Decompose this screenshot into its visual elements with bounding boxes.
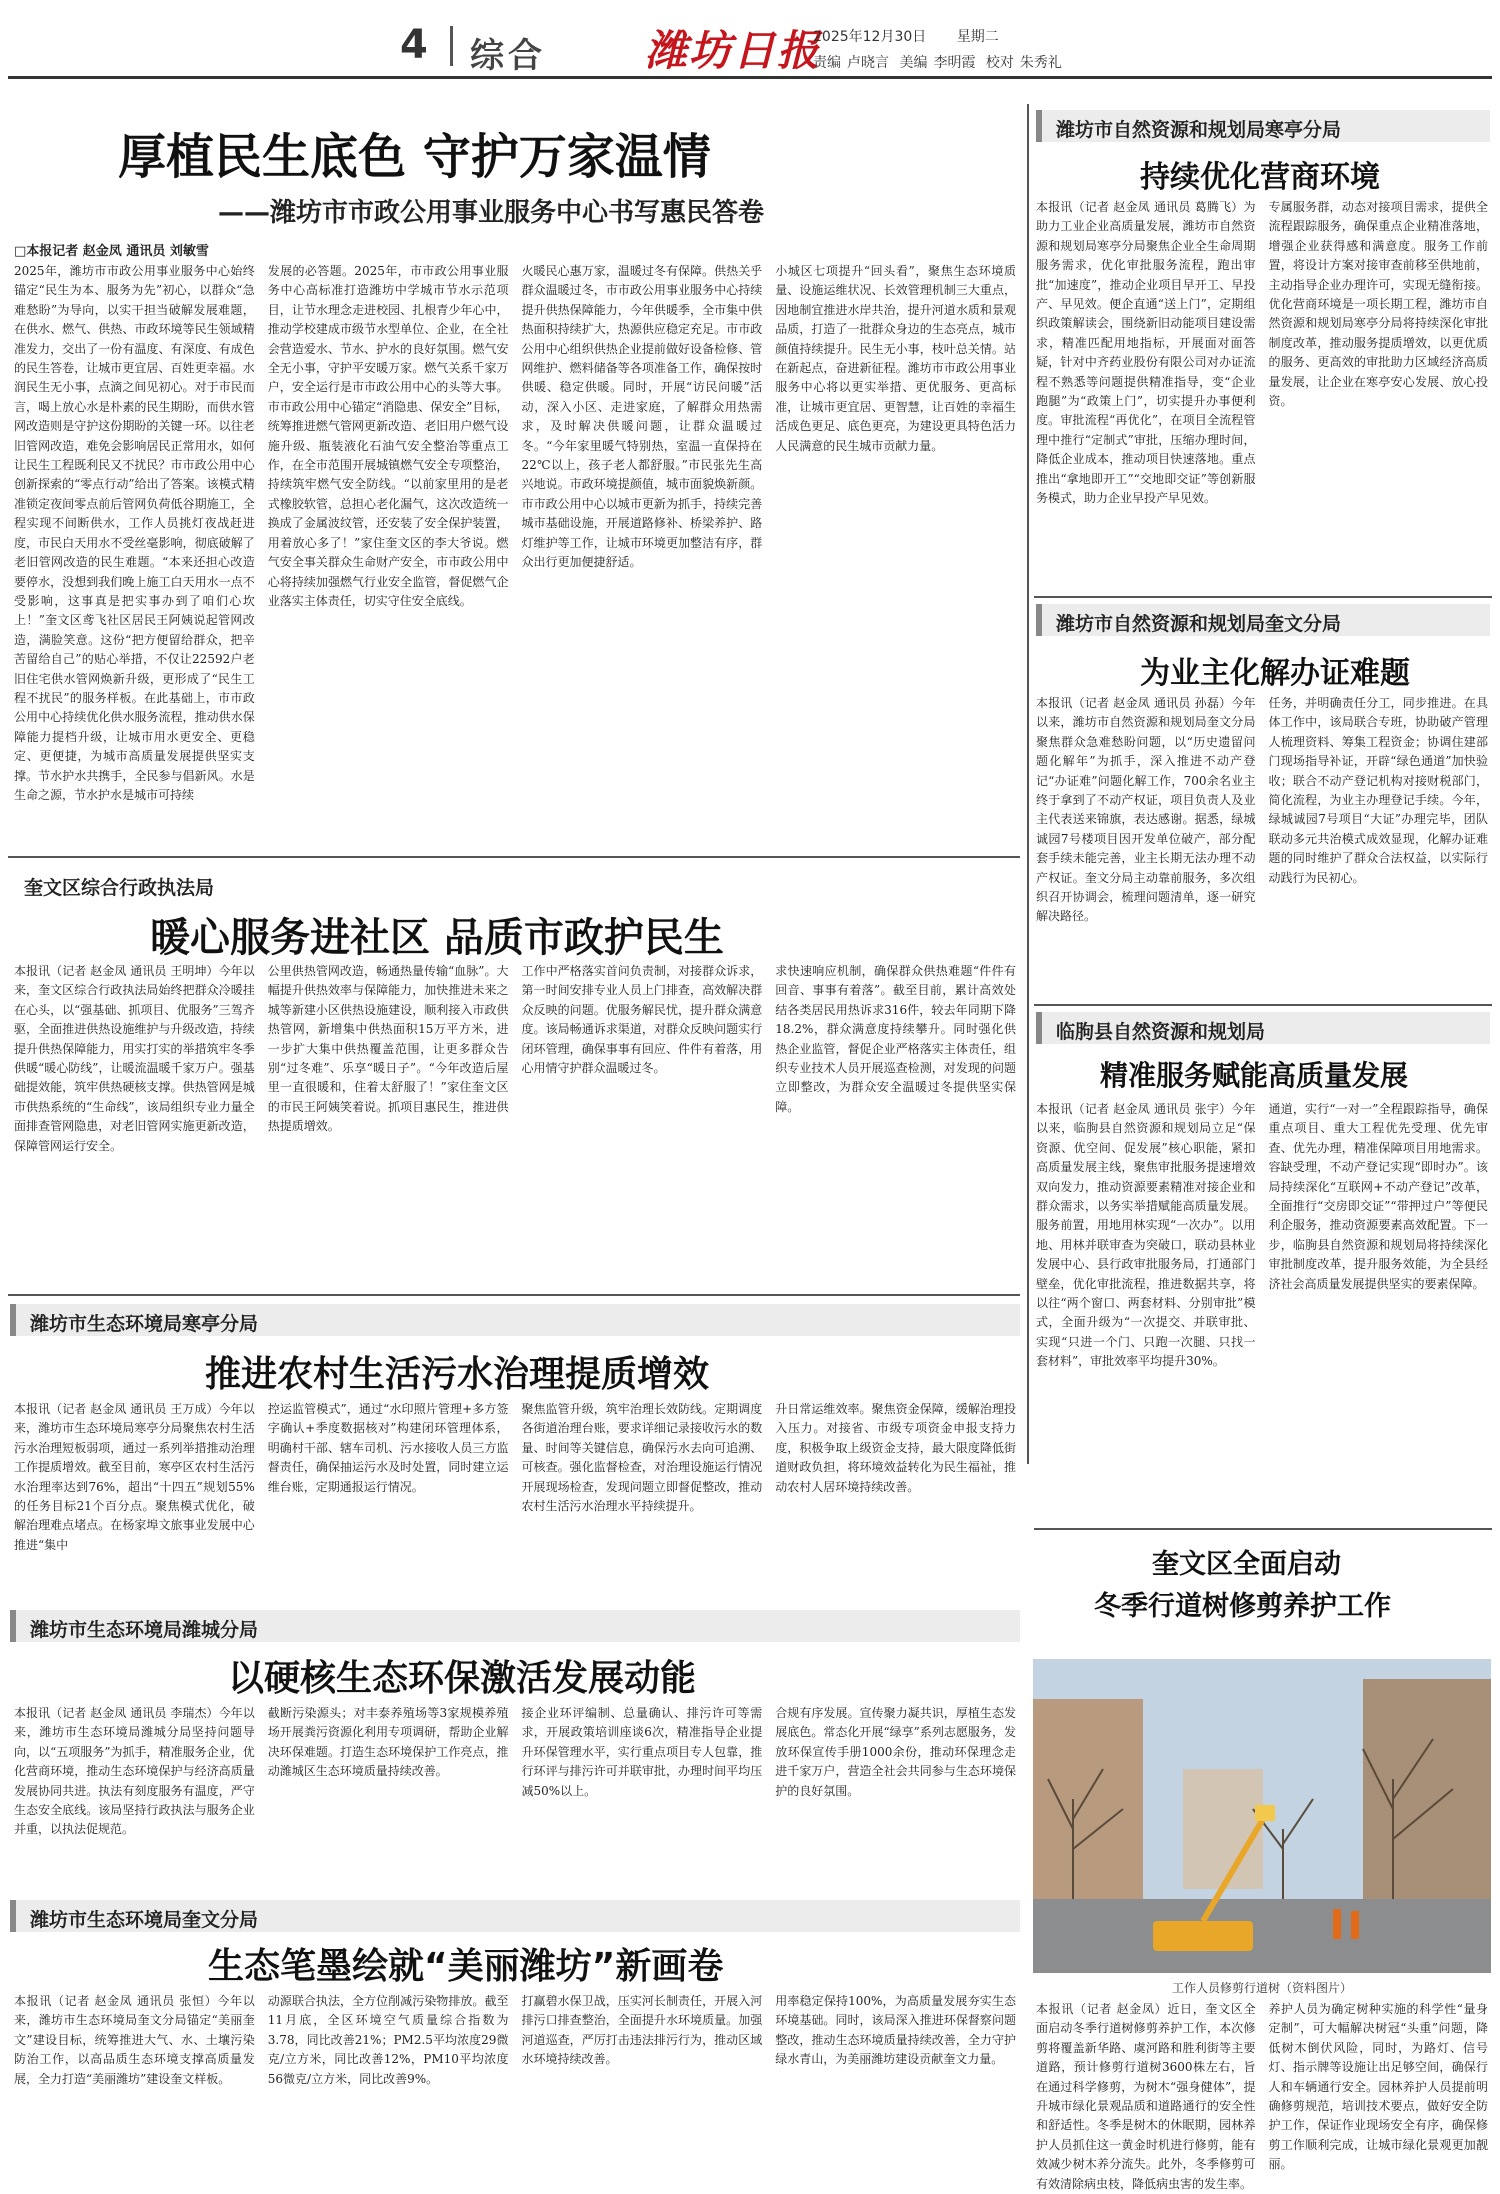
c1-body bbox=[14, 962, 1016, 1284]
a1-subtitle: ——潍坊市市政公用事业服务中心书写惠民答卷 bbox=[218, 198, 765, 228]
proofer-label: 校对 bbox=[985, 55, 1014, 71]
b2-title: 为业主化解办证难题 bbox=[1140, 656, 1410, 691]
c1-col-3: 工作中严格落实首问负责制，对接群众诉求，第一时间安排专业人员上门排查，高效解决群众反映的问题。优服务解民忧，提升群众满意度。该局畅通诉求渠道，对群众反映问题实行闭环管理，确保事事有回应、件件有着落，用心用情守护群众温暖过冬。 bbox=[521, 964, 763, 1076]
b3-body bbox=[1036, 1100, 1488, 1518]
c4-col-2: 动源联合执法，全方位削减污染物排放。截至11月底，全区环境空气质量综合指数为3.78，同比改善21%；PM2.5平均浓度29微克/立方米，同比改善12%，PM10平均浓度56微克/立方米，同比改善9%。 bbox=[267, 1994, 509, 2086]
masthead-rule bbox=[8, 76, 1492, 79]
separator bbox=[1034, 1004, 1492, 1006]
a1-title: 厚植民生底色 守护万家温情 bbox=[118, 129, 711, 185]
masthead bbox=[0, 0, 1500, 78]
b1-body bbox=[1036, 198, 1488, 588]
b1-title: 持续优化营商环境 bbox=[1140, 160, 1380, 195]
c2-col-2: 控运监管模式”，通过“水印照片管理+多方签字确认+季度数据核对”构建闭环管理体系，明确村干部、辖车司机、污水接收人员三方监督责任，确保抽运污水及时处置，同时建立运维台账，定期通报运行情况。 bbox=[267, 1402, 509, 1494]
b4-title: 奎文区全面启动 bbox=[1152, 1549, 1341, 1580]
c2-col-1: 本报讯（记者 赵金凤 通讯员 王万成）今年以来，潍坊市生态环境局寒亭分局聚焦农村生活污水治理短板弱项，通过一系列举措推动治理工作提质增效。截至目前，寒亭区农村生活污水治理率达到76%，超出“十四五”规划55%的任务目标21个百分点。聚焦模式优化，破解治理难点堵点。在杨家埠文旅事业发展中心推进“集中 bbox=[14, 1402, 255, 1552]
b3-col-2: 通道，实行“一对一”全程跟踪指导，确保重点项目、重大工程优先受理、优先审查、优先办理，精准保障项目用地需求。容缺受理，不动产登记实现“即时办”。该局持续深化“互联网+不动产登记”改革，全面推行“交房即交证”“带押过户”等便民利企服务，推动资源要素高效配置。下一步，临朐县自然资源和规划局将持续深化审批制度改革，提升服务效能，为全县经济社会高质量发展提供坚实的要素保障。 bbox=[1268, 1102, 1488, 1291]
c4-body bbox=[14, 1992, 1016, 2182]
tree-pruning-illustration bbox=[1033, 1659, 1491, 1973]
b1-tag: 潍坊市自然资源和规划局寒亭分局 bbox=[1036, 110, 1490, 142]
a1-body bbox=[14, 262, 1016, 846]
editor-name: 卢晓言 bbox=[847, 55, 889, 71]
c3-body bbox=[14, 1704, 1016, 1890]
c4-title: 生态笔墨绘就“美丽潍坊”新画卷 bbox=[208, 1946, 724, 1987]
c2-title: 推进农村生活污水治理提质增效 bbox=[205, 1354, 710, 1395]
b2-tag: 潍坊市自然资源和规划局奎文分局 bbox=[1036, 604, 1490, 636]
tree-pruning-photo bbox=[1033, 1659, 1491, 1973]
newspaper-logo: 潍坊日报 bbox=[645, 26, 822, 75]
a1-col-4: 小城区七项提升“回头看”，聚焦生态环境质量、设施运维状况、长效管理机制三大重点，因地制宜推进水岸共治，提升河道水质和景观品质，打造了一批群众身边的生态亮点，城市颜值持续提升。民生无小事，枝叶总关情。站在新起点，奋进新征程。潍坊市市政公用事业服务中心将以更实举措、更优服务、更高标准，让城市更宜居、更智慧，让百姓的幸福生活成色更足、底色更亮，为建设更具特色活力人民满意的民生城市贡献力量。 bbox=[775, 264, 1016, 453]
designer-name: 李明霞 bbox=[933, 55, 976, 71]
date-line bbox=[813, 26, 1025, 46]
issue-weekday: 星期二 bbox=[956, 29, 999, 45]
b4-col-1: 本报讯（记者 赵金凤）近日，奎文区全面启动冬季行道树修剪养护工作，本次修剪将覆盖新华路、虞河路和胜利街等主要道路，预计修剪行道树3600株左右，旨在通过科学修剪，为树木“强身健体”，提升城市绿化景观品质和道路通行的安全性和舒适性。冬季是树木的休眠期，园林养护人员抓住这一黄金时机进行修剪，能有效减少树木养分流失。此外，冬季修剪可有效清除病虫枝，降低病虫害的发生率。 bbox=[1036, 2002, 1256, 2191]
c3-col-4: 合规有序发展。宣传聚力凝共识，厚植生态发展底色。常态化开展“绿享”系列志愿服务，发放环保宣传手册1000余份，推动环保理念走进千家万户，营造全社会共同参与生态环境保护的良好氛围。 bbox=[775, 1706, 1016, 1798]
c1-col-2: 公里供热管网改造，畅通热量传输“血脉”。大幅提升供热效率与保障能力，加快推进未来之城等新建小区供热设施建设，顺利接入市政供热管网，新增集中供热面积15万平方米，进一步扩大集中供热覆盖范围，让更多群众告别“过冬难”、乐享“暖日子”。“今年改造后屋里一直很暖和，住着太舒服了！”家住奎文区的市民王阿姨笑着说。抓项目惠民生，推进供热提质增效。 bbox=[267, 964, 509, 1134]
b3-title: 精准服务赋能高质量发展 bbox=[1100, 1059, 1409, 1092]
c3-title: 以硬核生态环保激活发展动能 bbox=[228, 1658, 697, 1699]
c3-col-1: 本报讯（记者 赵金凤 通讯员 李瑞杰）今年以来，潍坊市生态环境局潍城分局坚持问题导向，以“五项服务”为抓手，精准服务企业，优化营商环境，推动生态环境保护与经济高质量发展协同共进。执法有刻度服务有温度，严守生态安全底线。该局坚持行政执法与服务企业并重，以执法促规范。 bbox=[14, 1706, 255, 1837]
separator bbox=[8, 1294, 1020, 1296]
b2-col-2: 任务，并明确责任分工，同步推进。在具体工作中，该局联合专班，协助破产管理人梳理资料、筹集工程资金；协调住建部门现场指导补证，开辟“绿色通道”加快验收；联合不动产登记机构对接财税部门，简化流程，为业主办理登记手续。今年，绿城诚园7号项目“大证”办理完毕，团队联动多元共治模式成效显现，化解办证难题的同时维护了群众合法权益，以实际行动践行为民初心。 bbox=[1268, 696, 1488, 885]
b4-body bbox=[1036, 2000, 1488, 2191]
a1-col-1: 2025年，潍坊市市政公用事业服务中心始终锚定“民生为本、服务为先”初心，以群众“急难愁盼”为导向，以实干担当破解发展难题，在供水、燃气、供热、市政环境等民生领域精准发力，交出了一份有温度、有深度、有成色的民生答卷，让城市更宜居、百姓更幸福。水润民生无小事，点滴之间见初心。对于市民而言，喝上放心水是朴素的民生期盼，而供水管网改造则是守护这份期盼的关键一环。以往老旧管网改造，难免会影响居民正常用水，如何让民生工程既利民又不扰民？市市政公用中心创新探索的“零点行动”给出了答案。该模式精准锁定夜间零点前后管网负荷低谷期施工，全程实现不间断供水，工作人员挑灯夜战赶进度，市民白天用水不受丝毫影响，彻底破解了老旧管网改造的民生难题。“本来还担心改造要停水，没想到我们晚上施工白天用水一点不受影响，这事真是把实事办到了咱们心坎上！”奎文区鸢飞社区居民王阿姨说起管网改造，满脸笑意。这份“把方便留给群众，把辛苦留给自己”的贴心举措，不仅让22592户老旧住宅供水管网焕新升级，更形成了“民生工程不扰民”的服务样板。在此基础上，市市政公用中心持续优化供水服务流程，推动供水保障能力提档升级，让城市用水更安全、更稳定、更便捷，为城市高质量发展提供坚实支撑。节水护水共携手，全民参与倡新风。水是生命之源，节水护水是城市可持续 bbox=[14, 264, 255, 802]
editor-label: 责编 bbox=[813, 55, 841, 71]
b3-col-1: 本报讯（记者 赵金凤 通讯员 张宇）今年以来，临朐县自然资源和规划局立足“保资源、优空间、促发展”核心职能，紧扣高质量发展主线，聚焦审批服务提速增效双向发力，推动资源要素精准对接企业和群众需求，以务实举措赋能高质量发展。服务前置，用地用林实现“一次办”。以用地、用林并联审查为突破口，联动县林业发展中心、县行政审批服务局，打通部门壁垒，优化审批流程，推进数据共享，将以往“两个窗口、两套材料、分别审批”模式，全面升级为“一次提交、并联审批、实现“只进一个门、只跑一次腿、只找一套材料”，审批效率平均提升30%。 bbox=[1036, 1102, 1256, 1369]
c2-body bbox=[14, 1400, 1016, 1600]
c3-col-2: 截断污染源头；对丰泰养殖场等3家规模养殖场开展粪污资源化利用专项调研，帮助企业解决环保难题。打造生态环境保护工作亮点，推动潍城区生态环境质量持续改善。 bbox=[267, 1706, 509, 1779]
c4-col-1: 本报讯（记者 赵金凤 通讯员 张恒）今年以来，潍坊市生态环境局奎文分局锚定“美丽奎文”建设目标，统筹推进大气、水、土壤污染防治工作，以高品质生态环境支撑高质量发展，全力打造“美丽潍坊”建设奎文样板。 bbox=[14, 1994, 255, 2086]
c2-tag: 潍坊市生态环境局寒亭分局 bbox=[10, 1304, 1020, 1336]
c1-col-4: 求快速响应机制，确保群众供热难题“件件有回音、事事有着落”。截至目前，累计高效处结各类居民用热诉求316件，较去年同期下降18.2%，群众满意度持续攀升。同时强化供热企业监管，督促企业严格落实主体责任，组织专业技术人员开展巡查检测，对发现的问题立即整改，为群众安全温暖过冬提供坚实保障。 bbox=[775, 964, 1016, 1114]
separator bbox=[8, 856, 1020, 858]
c2-col-4: 升日常运维效率。聚焦资金保障，缓解治理投入压力。对接省、市级专项资金申报支持力度，积极争取上级资金支持，最大限度降低街道财政负担，将环境效益转化为民生福祉，推动农村人居环境持续改善。 bbox=[775, 1402, 1016, 1494]
c4-tag: 潍坊市生态环境局奎文分局 bbox=[10, 1900, 1020, 1932]
staff-line bbox=[813, 52, 1068, 72]
b1-col-1: 本报讯（记者 赵金凤 通讯员 葛腾飞）为助力工业企业高质量发展，潍坊市自然资源和规划局寒亭分局聚焦企业全生命周期服务需求，优化审批服务流程，跑出审批“加速度”，推动企业项目早开工、早投产、早见效。便企直通“送上门”，定期组织政策解读会，围绕新旧动能项目建设需求，精准匹配用地指标，开展面对面答疑，针对中齐药业股份有限公司对办证流程不熟悉等问题提供精准指导，变“企业跑腿”为“政策上门”，切实提升办事便利度。审批流程“再优化”，在项目全流程管理中推行“定制式”审批，压缩办理时间，降低企业成本，推动项目快速落地。重点推出“拿地即开工”“交地即交证”等创新服务模式，助力企业早投产早见效。 bbox=[1036, 200, 1256, 506]
b2-col-1: 本报讯（记者 赵金凤 通讯员 孙磊）今年以来，潍坊市自然资源和规划局奎文分局聚焦群众急难愁盼问题，以“历史遗留问题化解年”为抓手，深入推进不动产登记“办证难”问题化解工作，700余名业主终于拿到了不动产权证，项目负责人及业主代表送来锦旗，表达感谢。据悉，绿城诚园7号楼项目因开发单位破产，部分配套手续未能完善，业主长期无法办理不动产权证。奎文分局主动靠前服务，多次组织召开协调会，梳理问题清单，逐一研究解决路径。 bbox=[1036, 696, 1256, 924]
b2-body bbox=[1036, 694, 1488, 994]
b1-col-2: 专属服务群，动态对接项目需求，提供全流程跟踪服务，确保重点企业精准落地，增强企业获得感和满意度。服务工作前置，将设计方案对接审查前移至供地前，主动指导企业办理许可，实现无缝衔接。优化营商环境是一项长期工程，潍坊市自然资源和规划局寒亭分局将持续深化审批制度改革，推动服务提质增效，以更优质的服务、更高效的审批助力区域经济高质量发展，让企业在寒亭安心发展、放心投资。 bbox=[1268, 200, 1488, 409]
designer-label: 美编 bbox=[899, 55, 928, 71]
c1-title: 暖心服务进社区 品质市政护民生 bbox=[150, 915, 724, 961]
column-separator bbox=[1027, 104, 1029, 1464]
separator bbox=[1034, 596, 1492, 598]
separator bbox=[1034, 1528, 1492, 1530]
c3-col-3: 接企业环评编制、总量确认、排污许可等需求，开展政策培训座谈6次，精准指导企业提升环保管理水平，实行重点项目专人包靠，推行环评与排污许可并联审批，办理时间平均压减50%以上。 bbox=[521, 1706, 763, 1798]
c1-tag: 奎文区综合行政执法局 bbox=[24, 877, 215, 899]
b3-tag: 临朐县自然资源和规划局 bbox=[1036, 1012, 1490, 1044]
a1-byline: □本报记者 赵金凤 通讯员 刘敏雪 bbox=[14, 244, 209, 259]
c3-tag: 潍坊市生态环境局潍城分局 bbox=[10, 1610, 1020, 1642]
proofer-name: 朱秀礼 bbox=[1019, 55, 1062, 71]
page-number: 4 bbox=[400, 22, 428, 68]
c4-col-4: 用率稳定保持100%，为高质量发展夯实生态环境基础。同时，该局深入推进环保督察问题整改，推动生态环境质量持续改善，全力守护绿水青山，为美丽潍坊建设贡献奎文力量。 bbox=[775, 1994, 1016, 2067]
c1-col-1: 本报讯（记者 赵金凤 通讯员 王明坤）今年以来，奎文区综合行政执法局始终把群众冷暖挂在心头，以“强基础、抓项目、优服务”三驾齐驱，全面推进供热设施维护与升级改造，持续提升供热保障能力，用实打实的举措筑牢冬季供暖“暖心防线”，让暖流温暖千家万户。强基础提效能，筑牢供热硬核支撑。供热管网是城市供热系统的“生命线”，该局组织专业力量全面排查管网隐患，对老旧管网实施更新改造，保障管网运行安全。 bbox=[14, 964, 255, 1153]
a1-col-2: 发展的必答题。2025年，市市政公用事业服务中心高标准打造潍坊中学城市节水示范项目，让节水理念走进校园、扎根青少年心中，推动学校建成市级节水型单位、企业，在全社会营造爱水、节水、护水的良好氛围。燃气安全无小事，守护平安暖万家。燃气关系千家万户，安全运行是市市政公用中心的头等大事。市市政公用中心锚定“消隐患、保安全”目标，统筹推进燃气管网更新改造、老旧用户燃气设施升级、瓶装液化石油气安全整治等重点工作，在全市范围开展城镇燃气安全专项整治，持续筑牢燃气安全防线。“以前家里用的是老式橡胶软管，总担心老化漏气，这次改造统一换成了金属波纹管，还安装了安全保护装置，用着放心多了！”家住奎文区的李大爷说。燃气安全事关群众生命财产安全，市市政公用中心将持续加强燃气行业安全监管，督促燃气企业落实主体责任，切实守住安全底线。 bbox=[267, 264, 509, 608]
c4-col-3: 打赢碧水保卫战，压实河长制责任，开展入河排污口排查整治，全面提升水环境质量。加强河道巡查，严厉打击违法排污行为，推动区域水环境持续改善。 bbox=[521, 1994, 763, 2067]
masthead-divider bbox=[450, 26, 453, 66]
b4-col-2: 养护人员为确定树种实施的科学性“量身定制”，可大幅解决树冠“头重”问题，降低树木倒伏风险，同时，为路灯、信号灯、指示牌等设施让出足够空间，确保行人和车辆通行安全。园林养护人员提前明确修剪规范，培训技术要点，做好安全防护工作，保证作业现场安全有序，确保修剪工作顺利完成，让城市绿化景观更加靓丽。 bbox=[1268, 2002, 1488, 2172]
section-name: 综合 bbox=[470, 36, 546, 76]
b4-title-line2: 冬季行道树修剪养护工作 bbox=[1094, 1591, 1391, 1622]
issue-date: 2025年12月30日 bbox=[813, 29, 927, 45]
c2-col-3: 聚焦监管升级，筑牢治理长效防线。定期调度各街道治理台账，要求详细记录接收污水的数量、时间等关键信息，确保污水去向可追溯、可核查。强化监督检查，对治理设施运行情况开展现场检查，发现问题立即督促整改，推动农村生活污水治理水平持续提升。 bbox=[521, 1402, 763, 1514]
photo-caption: 工作人员修剪行道树（资料图片） bbox=[1171, 1981, 1352, 1995]
a1-col-3: 火暖民心惠万家，温暖过冬有保障。供热关乎群众温暖过冬，市市政公用事业服务中心持续提升供热保障能力，今年供暖季，全市集中供热面积持续扩大，热源供应稳定充足。市市政公用中心组织供热企业提前做好设备检修、管网维护、燃料储备等各项准备工作，确保按时供暖、稳定供暖。同时，开展“访民问暖”活动，深入小区、走进家庭，了解群众用热需求，及时解决供暖问题，让群众温暖过冬。“今年家里暖气特别热，室温一直保持在22℃以上，孩子老人都舒服。”市民张先生高兴地说。市政环境提颜值，城市面貌焕新颜。市市政公用中心以城市更新为抓手，持续完善城市基础设施，开展道路修补、桥梁养护、路灯维护等工作，让城市环境更加整洁有序，群众出行更加便捷舒适。 bbox=[521, 264, 763, 570]
